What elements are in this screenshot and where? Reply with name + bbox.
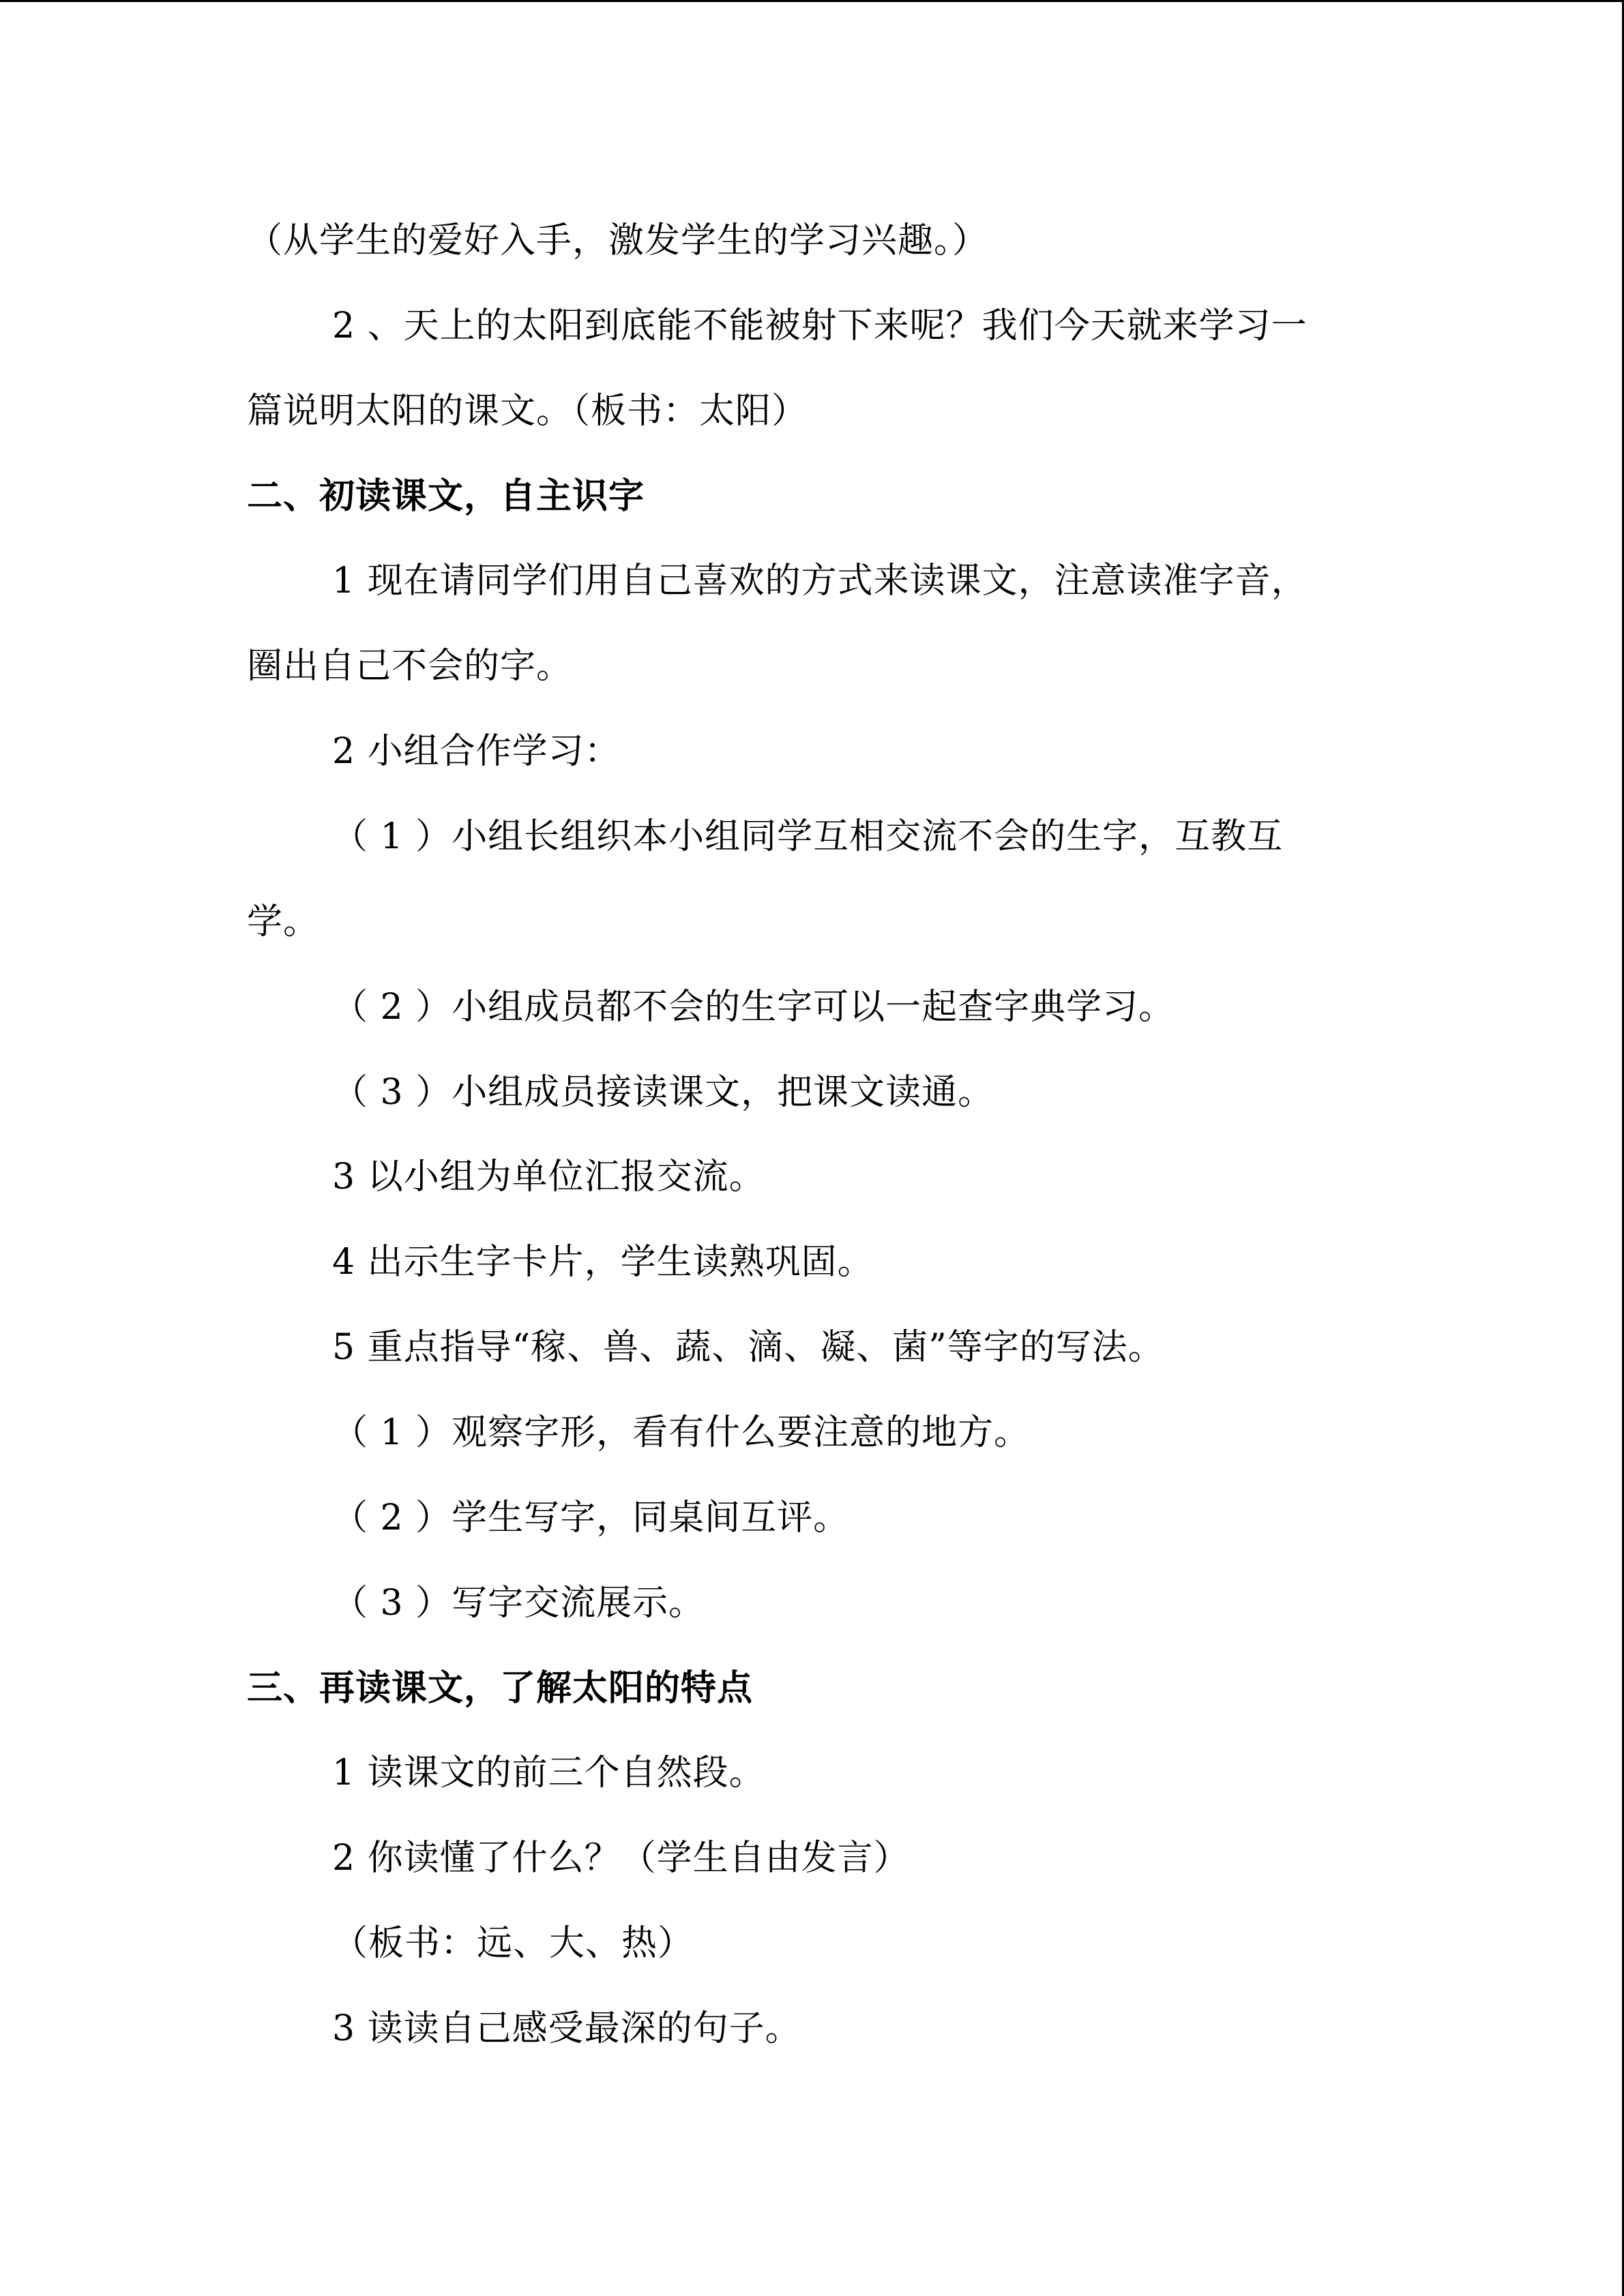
- paragraph-line: 篇说明太阳的课文。（板书：太阳）: [247, 391, 808, 432]
- section-heading-2: 二、初读课文，自主识字: [247, 476, 645, 517]
- paragraph-line: （从学生的爱好入手，激发学生的学习兴趣。）: [247, 220, 989, 261]
- paragraph-line: 3 以小组为单位汇报交流。: [332, 1157, 765, 1197]
- paragraph-line: 圈出自己不会的字。: [247, 646, 573, 687]
- paragraph-line: 2 、天上的太阳到底能不能被射下来呢？我们今天就来学习一: [332, 305, 1308, 346]
- paragraph-line: 1 读课文的前三个自然段。: [332, 1753, 765, 1793]
- paragraph-line: 1 现在请同学们用自己喜欢的方式来读课文，注意读准字音，: [332, 561, 1308, 601]
- paragraph-line: 学。: [247, 901, 320, 942]
- section-heading-3: 三、再读课文，了解太阳的特点: [247, 1668, 754, 1709]
- paragraph-line: 5 重点指导“稼、兽、蔬、滴、凝、菌”等字的写法。: [332, 1327, 1164, 1368]
- paragraph-line: 3 读读自己感受最深的句子。: [332, 2008, 801, 2049]
- paragraph-line: 2 你读懂了什么？（学生自由发言）: [332, 1838, 910, 1879]
- paragraph-line: 4 出示生字卡片，学生读熟巩固。: [332, 1242, 874, 1283]
- paragraph-line: （ 2 ）小组成员都不会的生字可以一起查字典学习。: [332, 987, 1175, 1028]
- paragraph-line: 2 小组合作学习：: [332, 731, 621, 772]
- paragraph-line: （ 1 ）观察字形，看有什么要注意的地方。: [332, 1412, 1031, 1453]
- paragraph-line: （板书：远、大、热）: [332, 1923, 694, 1964]
- paragraph-line: （ 3 ）写字交流展示。: [332, 1583, 705, 1624]
- paragraph-line: （ 2 ）学生写字，同桌间互评。: [332, 1497, 850, 1538]
- paragraph-line: （ 1 ）小组长组织本小组同学互相交流不会的生字，互教互: [332, 816, 1284, 857]
- paragraph-line: （ 3 ）小组成员接读课文，把课文读通。: [332, 1072, 994, 1113]
